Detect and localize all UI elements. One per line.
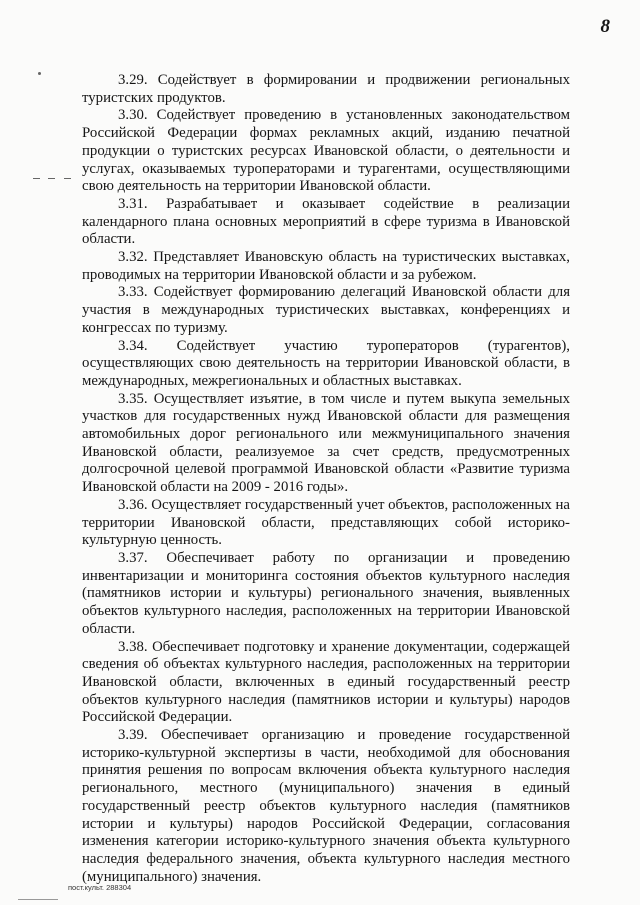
document-body: [82, 72, 570, 886]
paragraph-3-35: 3.35. Осуществляет изъятие, в том числе и путем выкупа земельных участков для государственных нужд Ивановской области для размещения автомобильных дорог регионального или межмуниципального значения Ивановской области, реализуемое за счет средств, предусмотренных долгосрочной целевой программой Ивановской области «Развитие туризма Ивановской области на 2009 - 2016 годы».: [82, 390, 570, 496]
document-code: пост.культ. 288304: [68, 883, 132, 892]
paragraph-3-33: 3.33. Содействует формированию делегаций Ивановской области для участия в международных туристических выставках, конференциях и конгрессах по туризму.: [82, 284, 570, 336]
paragraph-3-36: 3.36. Осуществляет государственный учет объектов, расположенных на территории Ивановской области, представляющих собой историко-культурную ценность.: [82, 496, 570, 549]
scan-mark: [38, 72, 41, 75]
paragraph-3-37: 3.37. Обеспечивает работу по организации и проведению инвентаризации и мониторинга состояния объектов культурного наследия (памятников истории и культуры) регионального значения, выявленных объектов культурного наследия, расположенных на территории Ивановской области.: [82, 549, 570, 637]
paragraph-3-39: 3.39. Обеспечивает организацию и проведение государственной историко-культурной экспертизы в части, необходимой для обоснования принятия решения по вопросам включения объекта культурного наследия регионального, местного (муниципального) значения в единый государственный реестр объектов культурного наследия (памятников истории и культуры) народов Российской Федерации, согласования изменения категории историко-культурного значения объекта культурного наследия федерального значения, объекта культурного наследия местного (муниципального) значения.: [82, 727, 570, 885]
paragraph-3-32: 3.32. Представляет Ивановскую область на туристических выставках, проводимых на территории Ивановской области и за рубежом.: [82, 249, 570, 283]
page-number: 8: [600, 16, 610, 37]
scan-mark: [18, 899, 58, 900]
scan-mark: [48, 178, 55, 179]
scan-mark: [64, 178, 71, 179]
paragraph-3-38: 3.38. Обеспечивает подготовку и хранение документации, содержащей сведения об объектах культурного наследия, расположенных на территории Ивановской области, включенных в единый государственный реестр объектов культурного наследия (памятников истории и культуры) народов Российской Федерации.: [82, 638, 570, 726]
paragraph-3-29: 3.29. Содействует в формировании и продвижении региональных туристских продуктов.: [82, 72, 570, 106]
paragraph-3-30: 3.30. Содействует проведению в установленных законодательством Российской Федерации формах рекламных акций, изданию печатной продукции о туристских ресурсах Ивановской области, о деятельности и услугах, оказываемых туроператорами и турагентами, осуществляющими свою деятельность на территории Ивановской области.: [82, 107, 570, 195]
paragraph-3-34: 3.34. Содействует участию туроператоров (турагентов), осуществляющих свою деятельность на территории Ивановской области, в международных, межрегиональных и областных выставках.: [82, 337, 570, 389]
scan-mark: [33, 178, 40, 179]
paragraph-3-31: 3.31. Разрабатывает и оказывает содействие в реализации календарного плана основных мероприятий в сфере туризма в Ивановской области.: [82, 195, 570, 248]
